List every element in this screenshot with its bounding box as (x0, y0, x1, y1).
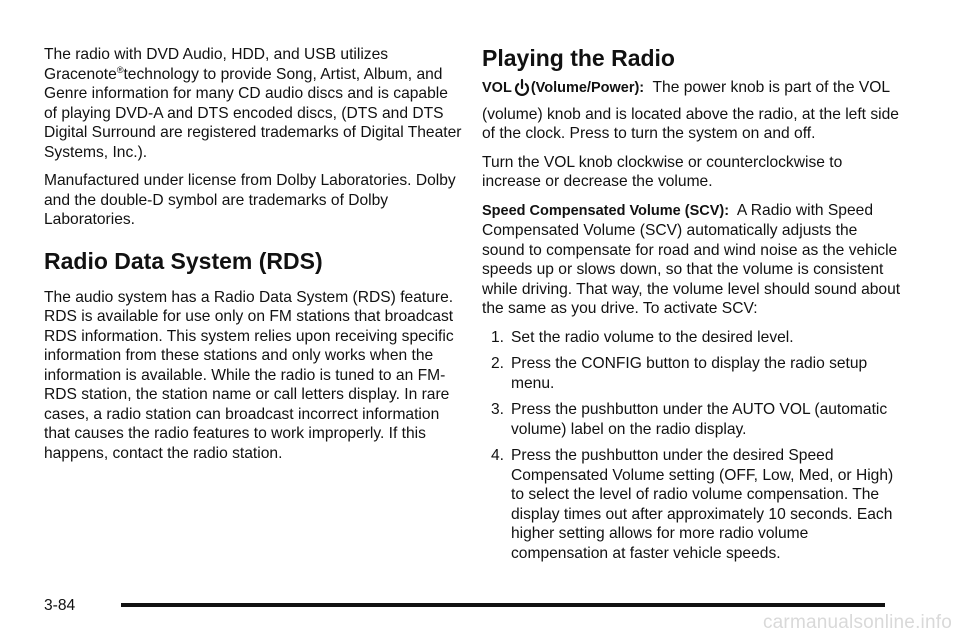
step-text: Set the radio volume to the desired level. (511, 328, 794, 346)
right-column (482, 44, 902, 570)
vol-paragraph (482, 78, 902, 144)
step-number: 3. (491, 401, 505, 418)
vol-text: The power knob is part of the VOL (volume) knob and is located above the radio, at the left side of the clock. Press to turn the system on and off. (482, 79, 899, 142)
step-number: 4. (491, 447, 505, 464)
page-number: 3-84 (44, 597, 76, 614)
vol-label (482, 80, 644, 96)
list-item (482, 328, 902, 348)
footer-divider (121, 603, 885, 607)
step-text: Press the pushbutton under the AUTO VOL (automatic volume) label on the radio display. (511, 401, 888, 438)
left-column (44, 45, 464, 472)
turn-vol-paragraph: Turn the VOL knob clockwise or counterclockwise to increase or decrease the volume. (482, 153, 843, 190)
vol-label-suffix: (Volume/Power): (530, 80, 645, 96)
playing-radio-heading: Playing the Radio (482, 45, 675, 71)
rds-paragraph: The audio system has a Radio Data System (RDS) feature. RDS is available for use only on FM stations that broadcast RDS information. This system relies upon receiving specific information from these stations and only works when the information is available. While the radio is tuned to an FM-RDS station, the station name or call letters display. In rare cases, a radio station can broadcast incorrect information that causes the radio features to work improperly. If this happens, contact the radio station. (44, 288, 454, 462)
scv-text: A Radio with Speed Compensated Volume (SCV) automatically adjusts the sound to compensate for road and wind noise as the vehicle speeds up or slows down, so that the volume is consistent while driving. That way, the volume level should sound about the same as you drive. To activate SCV: (482, 201, 901, 317)
vol-label-prefix: VOL (482, 80, 512, 96)
step-number: 1. (491, 328, 505, 346)
registered-mark: ® (116, 64, 124, 75)
list-item (482, 446, 902, 563)
scv-steps-list (482, 328, 902, 564)
power-icon (514, 78, 530, 105)
gracenote-text-start: The radio with DVD Audio, HDD, and USB utilizes Gracenote (44, 46, 389, 83)
step-text: Press the pushbutton under the desired Speed Compensated Volume setting (OFF, Low, Med, or High) to select the level of radio volume compensation. The display times out after approximately 10 seconds. Each higher setting allows for more radio volume compensation at faster vehicle speeds. (511, 447, 894, 562)
list-item (482, 354, 902, 393)
step-number: 2. (491, 355, 505, 372)
list-item (482, 400, 902, 439)
step-text: Press the CONFIG button to display the radio setup menu. (511, 355, 868, 392)
gracenote-paragraph (44, 45, 464, 162)
dolby-paragraph: Manufactured under license from Dolby Laboratories. Dolby and the double-D symbol are trademarks of Dolby Laboratories. (44, 172, 456, 228)
watermark: carmanualsonline.info (762, 612, 952, 633)
scv-paragraph (482, 201, 902, 319)
scv-label: Speed Compensated Volume (SCV): (482, 202, 730, 219)
rds-heading: Radio Data System (RDS) (44, 247, 323, 274)
gracenote-text-end: technology to provide Song, Artist, Album, and Genre information for many CD audio discs and is capable of playing DVD-A and DTS encoded discs, (DTS and DTS Digital Surround are registered trademarks of Digital Theater Systems, Inc.). (44, 65, 462, 161)
